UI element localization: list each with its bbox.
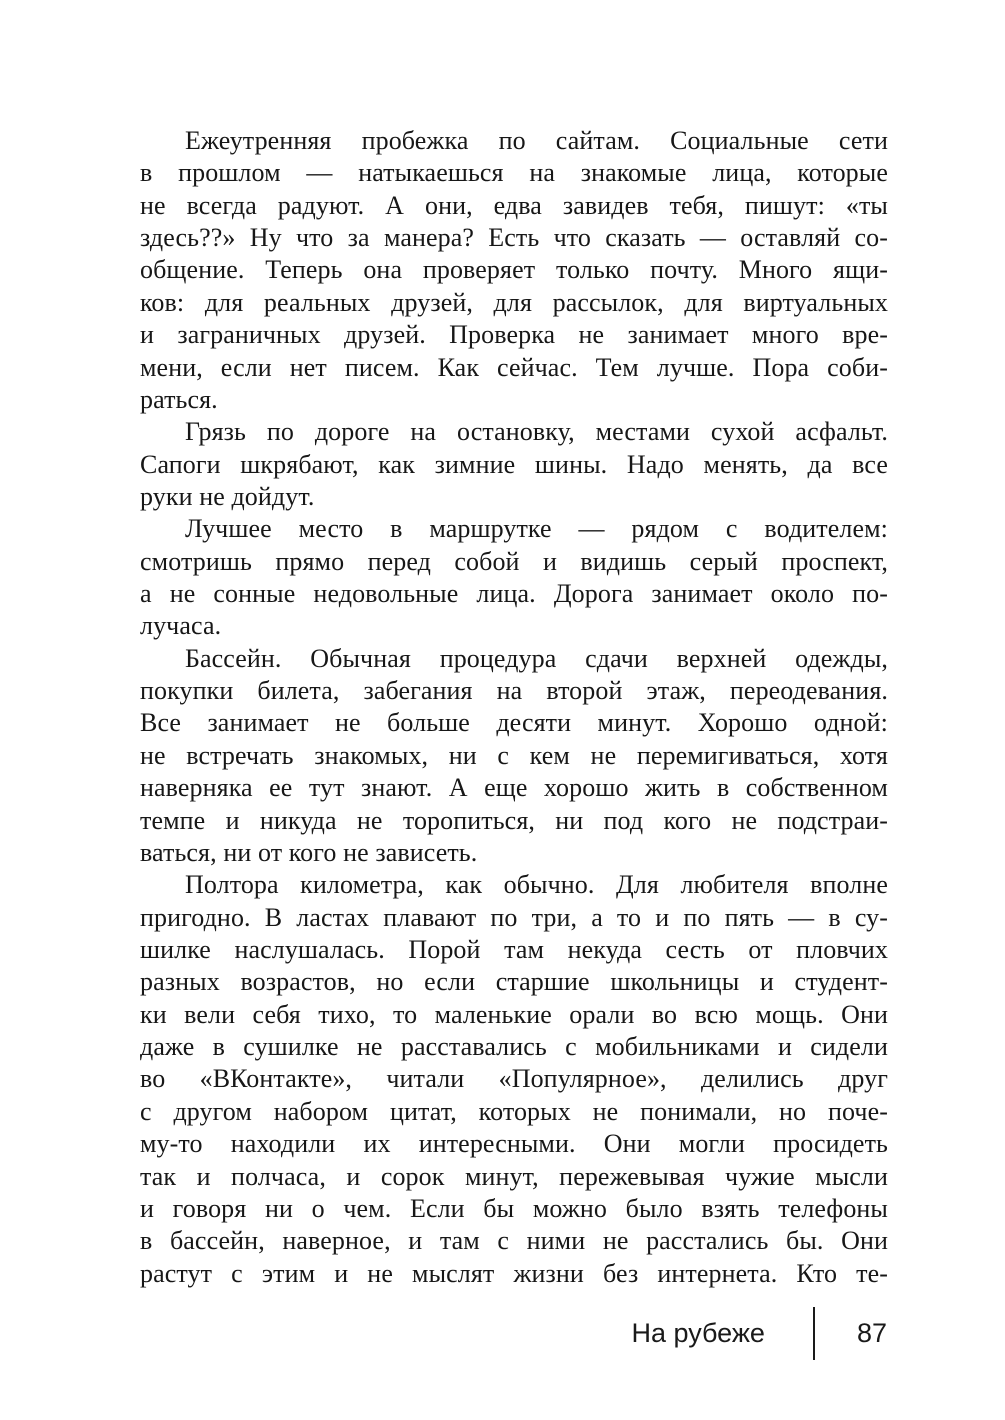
page-footer [631,1307,887,1360]
text-line: во «ВКонтакте», читали «Популярное», делились друг [140,1064,888,1094]
text-line: му-то находили их интересными. Они могли просидеть [140,1129,888,1159]
text-line: не всегда радуют. А они, едва завидев тебя, пишут: «ты [140,190,888,220]
text-line: лучаса. [140,611,222,641]
text-line: раться. [140,384,218,414]
text-line: смотришь прямо перед собой и видишь серый проспект, [140,546,888,576]
text-line: общение. Теперь она проверяет только почту. Много ящи- [140,255,888,285]
text-line: с другом набором цитат, которых не понимали, но поче- [140,1096,888,1126]
text-line: Полтора километра, как обычно. Для любителя вполне [185,870,888,900]
text-line: наверняка ее тут знают. А еще хорошо жить в собственном [140,773,888,803]
text-line: Сапоги шкрябают, как зимние шины. Надо менять, да все [140,449,888,479]
text-line: руки не дойдут. [140,481,315,511]
text-line: Все занимает не больше десяти минут. Хорошо одной: [140,708,888,738]
text-line: не встречать знакомых, ни с кем не перемигиваться, хотя [140,740,888,770]
text-line: так и полчаса, и сорок минут, пережевывая чужие мысли [140,1161,888,1191]
text-line: ков: для реальных друзей, для рассылок, для виртуальных [140,287,888,317]
text-line: а не сонные недовольные лица. Дорога занимает около по- [140,579,888,609]
page-number: 87 [856,1318,887,1348]
text-line: шилке наслушалась. Порой там некуда сесть от пловчих [140,934,888,964]
text-line: темпе и никуда не торопиться, ни под кого не подстраи- [140,805,888,835]
text-line: Бассейн. Обычная процедура сдачи верхней одежды, [185,643,888,673]
running-title: На рубеже [631,1318,765,1348]
text-line: пригодно. В ластах плавают по три, а то и по пять — в су- [140,902,888,932]
text-line: здесь??» Ну что за манера? Есть что сказать — оставляй со- [140,223,888,253]
text-line: Лучшее место в маршрутке — рядом с водителем: [185,514,888,544]
text-line: и говоря ни о чем. Если бы можно было взять телефоны [140,1193,888,1223]
text-line: мени, если нет писем. Как сейчас. Тем лучше. Пора соби- [140,352,888,382]
text-line: Грязь по дороге на остановку, местами сухой асфальт. [185,417,888,447]
text-block [140,125,888,1290]
text-line: и заграничных друзей. Проверка не занимает много вре- [140,320,888,350]
text-line: в прошлом — натыкаешься на знакомые лица, которые [140,158,888,188]
text-line: ваться, ни от кого не зависеть. [140,837,478,867]
text-line: даже в сушилке не расставались с мобильниками и сидели [140,1032,888,1062]
footer-divider [813,1307,815,1360]
text-line: Ежеутренняя пробежка по сайтам. Социальные сети [185,126,888,155]
text-line: растут с этим и не мыслят жизни без интернета. Кто те- [140,1258,888,1288]
text-line: ки вели себя тихо, то маленькие орали во всю мощь. Они [140,999,888,1029]
text-line: разных возрастов, но если старшие школьницы и студент- [140,967,888,997]
text-line: покупки билета, забегания на второй этаж, переодевания. [140,676,888,706]
text-line: в бассейн, наверное, и там с ними не расстались бы. Они [140,1226,888,1256]
